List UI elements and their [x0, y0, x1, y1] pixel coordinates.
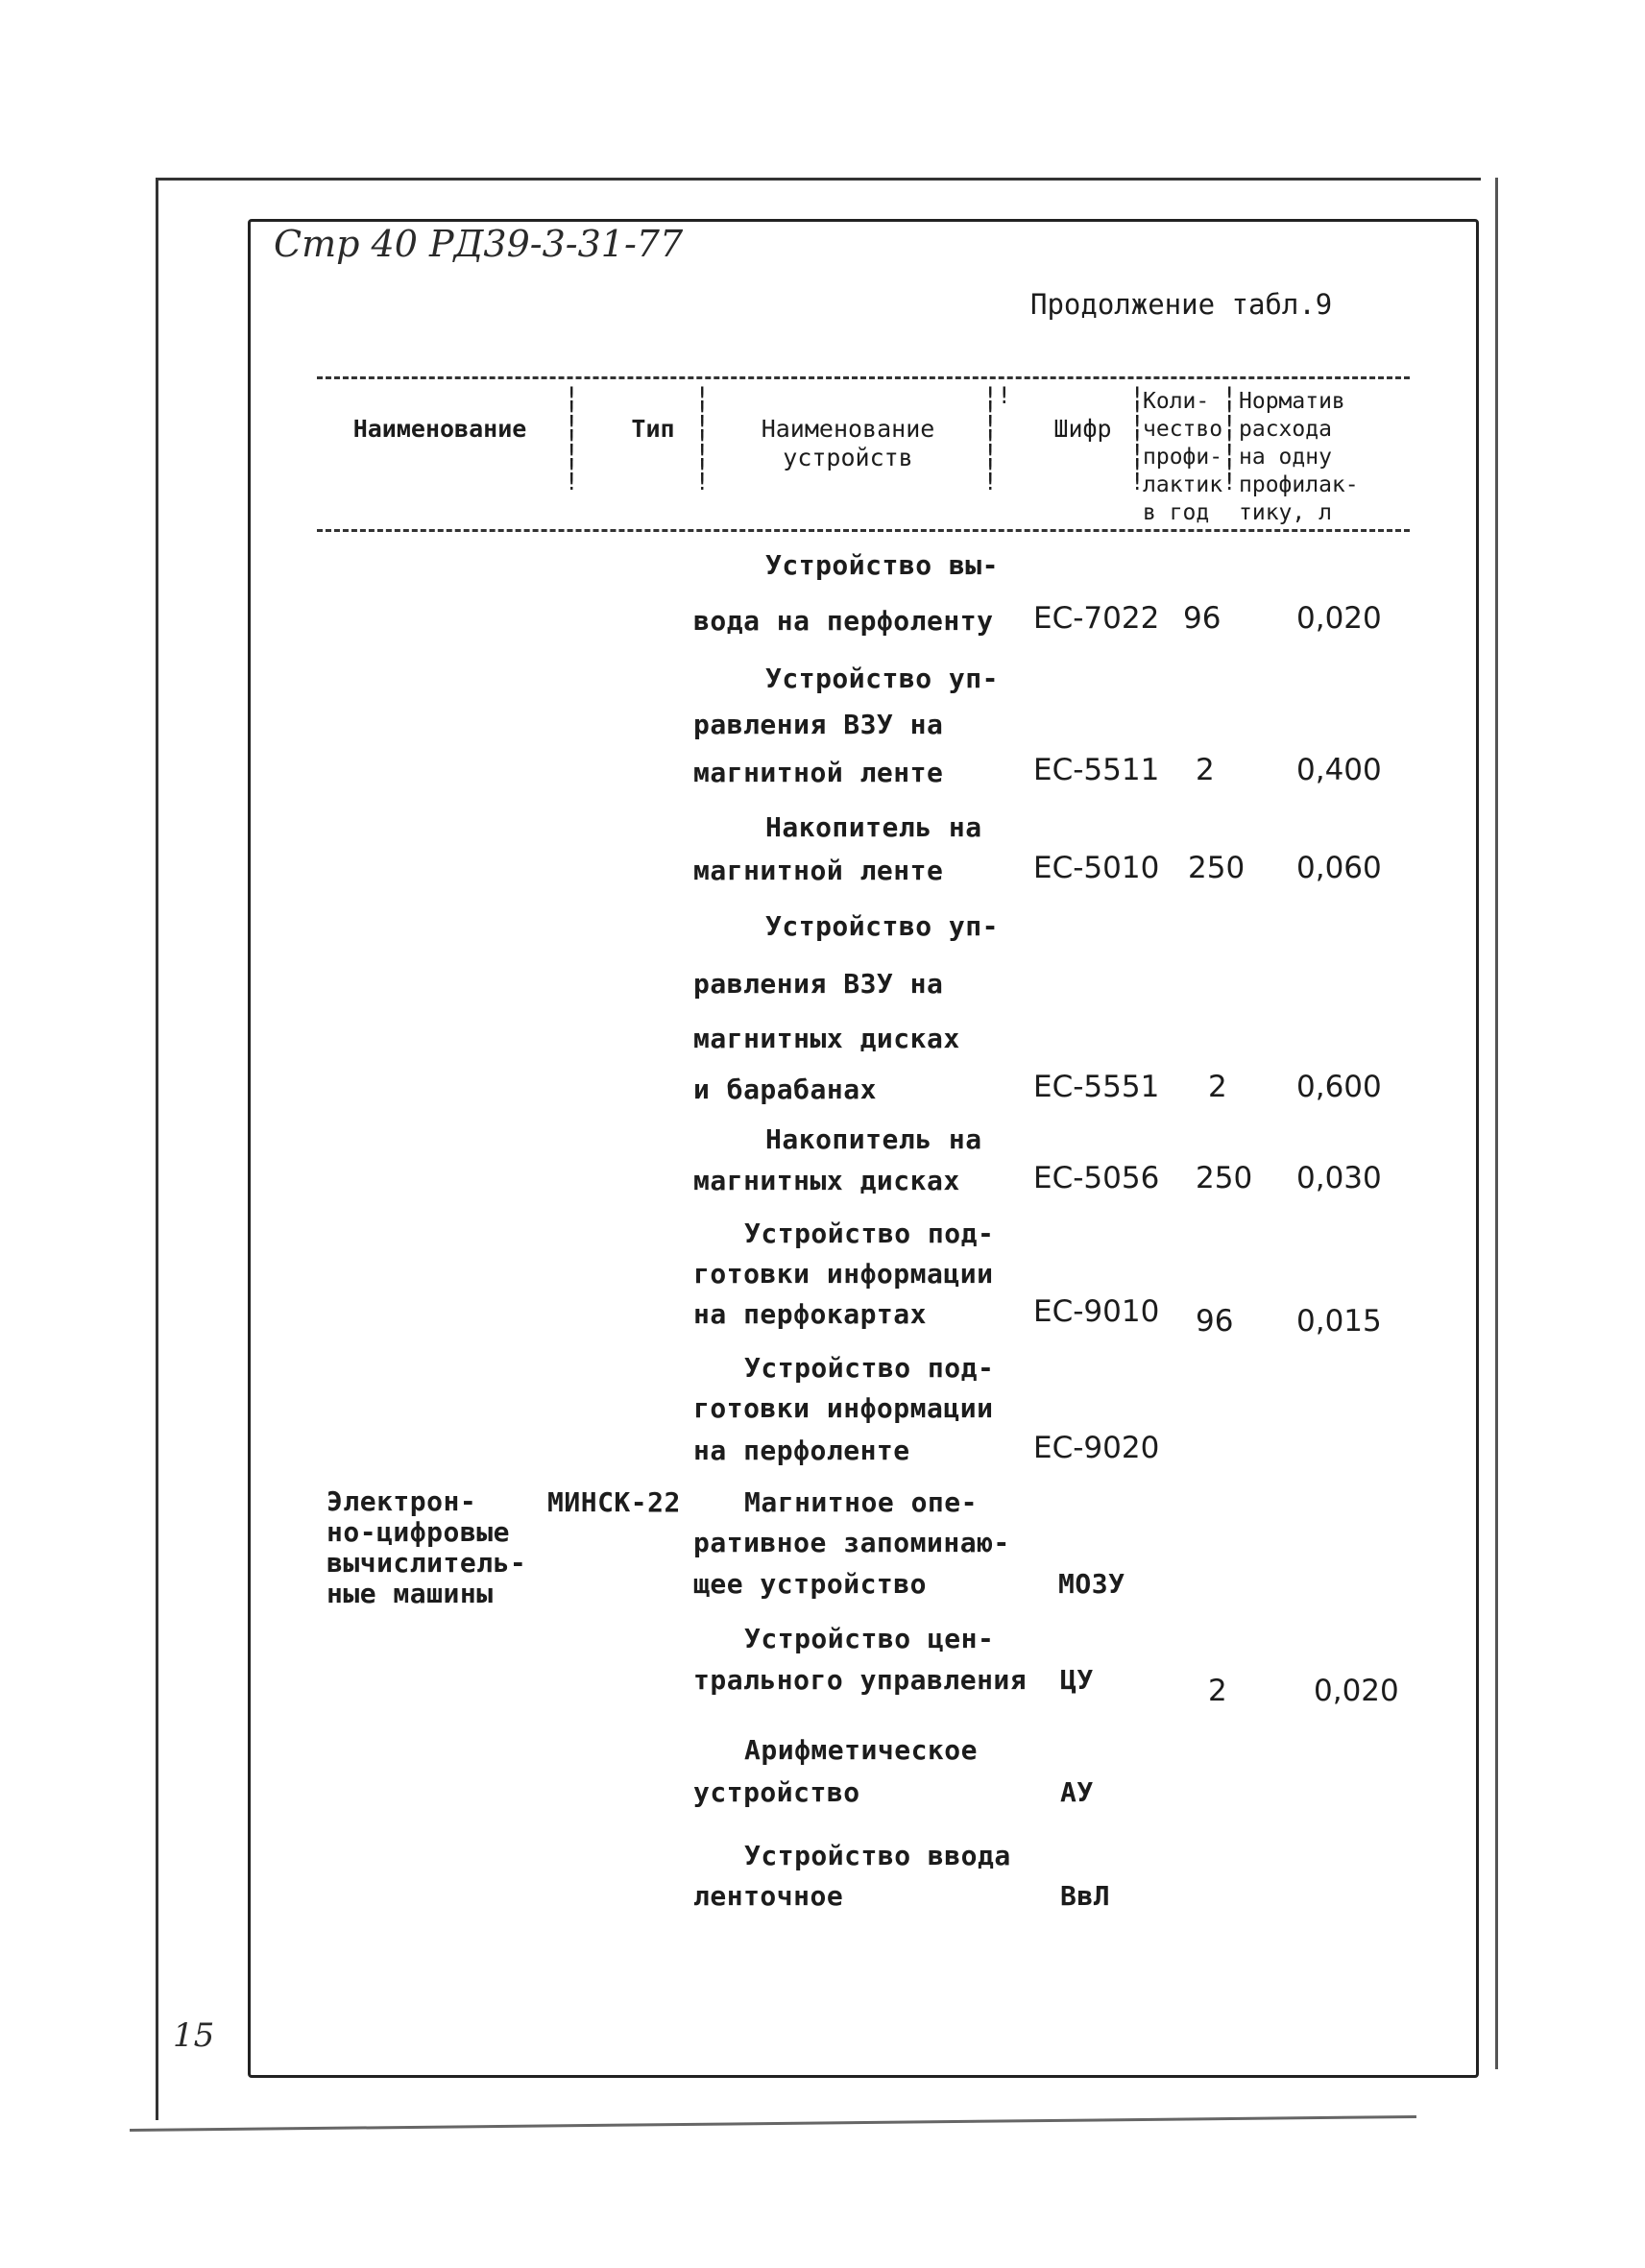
device-name-line: равления ВЗУ на — [693, 709, 944, 740]
header-count-line: профи- — [1143, 445, 1223, 470]
device-name-line: трального управления — [693, 1664, 1028, 1696]
header-norm — [1239, 388, 1359, 527]
device-name-line: и барабанах — [693, 1074, 877, 1105]
device-name-line: Арифметическое — [744, 1734, 979, 1766]
header-separator: ! ! ! ! ! ! ! — [1130, 382, 1145, 495]
device-name-line: ленточное — [693, 1880, 844, 1912]
header-norm-line: на одну — [1239, 445, 1332, 470]
device-code: ЕС-9020 — [1033, 1431, 1160, 1465]
header-separator: ! ! ! ! ! ! ! — [565, 382, 579, 495]
prophylaxis-count: 96 — [1183, 601, 1222, 636]
header-top-rule — [317, 376, 1410, 379]
device-code: ЦУ — [1060, 1664, 1094, 1696]
device-code: АУ — [1060, 1776, 1094, 1808]
device-name-line: готовки информации — [693, 1258, 994, 1290]
device-code: ЕС-5551 — [1033, 1070, 1160, 1104]
device-name-line: Устройство под- — [744, 1218, 995, 1249]
header-count-line: Коли- — [1143, 389, 1210, 414]
consumption-norm: 0,600 — [1296, 1070, 1382, 1104]
frame-right-line — [1495, 178, 1498, 2069]
device-code: ЕС-5010 — [1033, 851, 1160, 885]
header-norm-line: тику, л — [1239, 500, 1332, 525]
group-name-line: вычислитель- — [327, 1547, 527, 1579]
device-name-line: Магнитное опе- — [744, 1486, 979, 1518]
device-code: ЕС-5056 — [1033, 1161, 1160, 1195]
prophylaxis-count: 2 — [1208, 1674, 1227, 1708]
device-code: ЕС-7022 — [1033, 601, 1160, 636]
device-name-line: магнитных дисках — [693, 1165, 960, 1196]
device-name-line: ративное запоминаю- — [693, 1527, 1010, 1558]
corner-page-number: 15 — [173, 2016, 215, 2055]
device-name-line: Устройство ввода — [744, 1840, 1011, 1871]
device-code: ЕС-9010 — [1033, 1294, 1160, 1329]
prophylaxis-count: 250 — [1188, 851, 1246, 885]
prophylaxis-count: 2 — [1196, 753, 1215, 787]
header-count — [1143, 388, 1222, 527]
header-separator: ! ! ! ! ! ! ! — [695, 382, 710, 495]
header-device-name-line: устройств — [783, 444, 913, 471]
device-name-line: Устройство уп- — [765, 663, 1000, 694]
consumption-norm: 0,020 — [1296, 601, 1382, 636]
device-name-line: щее устройство — [693, 1568, 928, 1600]
prophylaxis-count: 96 — [1196, 1304, 1234, 1339]
header-device-name — [718, 415, 978, 472]
device-name-line: Устройство под- — [744, 1352, 995, 1384]
device-code: МОЗУ — [1058, 1568, 1125, 1600]
group-type: МИНСК-22 — [547, 1486, 681, 1518]
device-name-line: Накопитель на — [765, 811, 982, 843]
header-norm-line: Норматив — [1239, 389, 1345, 414]
group-name-line: ные машины — [327, 1578, 494, 1609]
device-name-line: Устройство уп- — [765, 910, 1000, 942]
device-name-line: Устройство вы- — [765, 549, 1000, 581]
device-name-line: Устройство цен- — [744, 1623, 995, 1654]
prophylaxis-count: 2 — [1208, 1070, 1227, 1104]
table-continuation-label: Продолжение табл.9 — [1030, 288, 1333, 321]
header-code: Шифр — [1053, 415, 1112, 443]
consumption-norm: 0,030 — [1296, 1161, 1382, 1195]
consumption-norm: 0,060 — [1296, 851, 1382, 885]
header-norm-line: расхода — [1239, 417, 1332, 442]
header-count-line: чество — [1143, 417, 1223, 442]
prophylaxis-count: 250 — [1196, 1161, 1253, 1195]
header-separator: !! ! ! ! ! ! ! — [983, 382, 1011, 495]
device-name-line: магнитной ленте — [693, 855, 944, 886]
device-code: ЕС-5511 — [1033, 753, 1160, 787]
header-separator: ! ! ! ! ! ! ! — [1222, 382, 1237, 495]
device-name-line: на перфокартах — [693, 1298, 928, 1330]
header-bottom-rule — [317, 529, 1410, 532]
device-code: ВвЛ — [1060, 1880, 1111, 1912]
device-name-line: магнитных дисках — [693, 1023, 960, 1054]
group-name — [327, 1486, 526, 1609]
header-type: Тип — [631, 415, 675, 443]
header-device-name-line: Наименование — [761, 415, 935, 443]
device-name-line: вода на перфоленту — [693, 605, 994, 637]
header-count-line: лактик — [1143, 472, 1223, 497]
device-name-line: равления ВЗУ на — [693, 968, 944, 1000]
device-name-line: готовки информации — [693, 1392, 994, 1424]
device-name-line: устройство — [693, 1776, 860, 1808]
device-name-line: Накопитель на — [765, 1123, 982, 1155]
device-name-line: на перфоленте — [693, 1435, 910, 1466]
consumption-norm: 0,015 — [1296, 1304, 1382, 1339]
header-norm-line: профилак- — [1239, 472, 1359, 497]
page-reference: Стр 40 РД39-3-31-77 — [274, 223, 684, 265]
device-name-line: магнитной ленте — [693, 757, 944, 788]
header-name: Наименование — [352, 415, 527, 443]
consumption-norm: 0,400 — [1296, 753, 1382, 787]
header-count-line: в год — [1143, 500, 1210, 525]
consumption-norm: 0,020 — [1314, 1674, 1399, 1708]
group-name-line: Электрон- — [327, 1485, 477, 1517]
group-name-line: но-цифровые — [327, 1516, 510, 1548]
